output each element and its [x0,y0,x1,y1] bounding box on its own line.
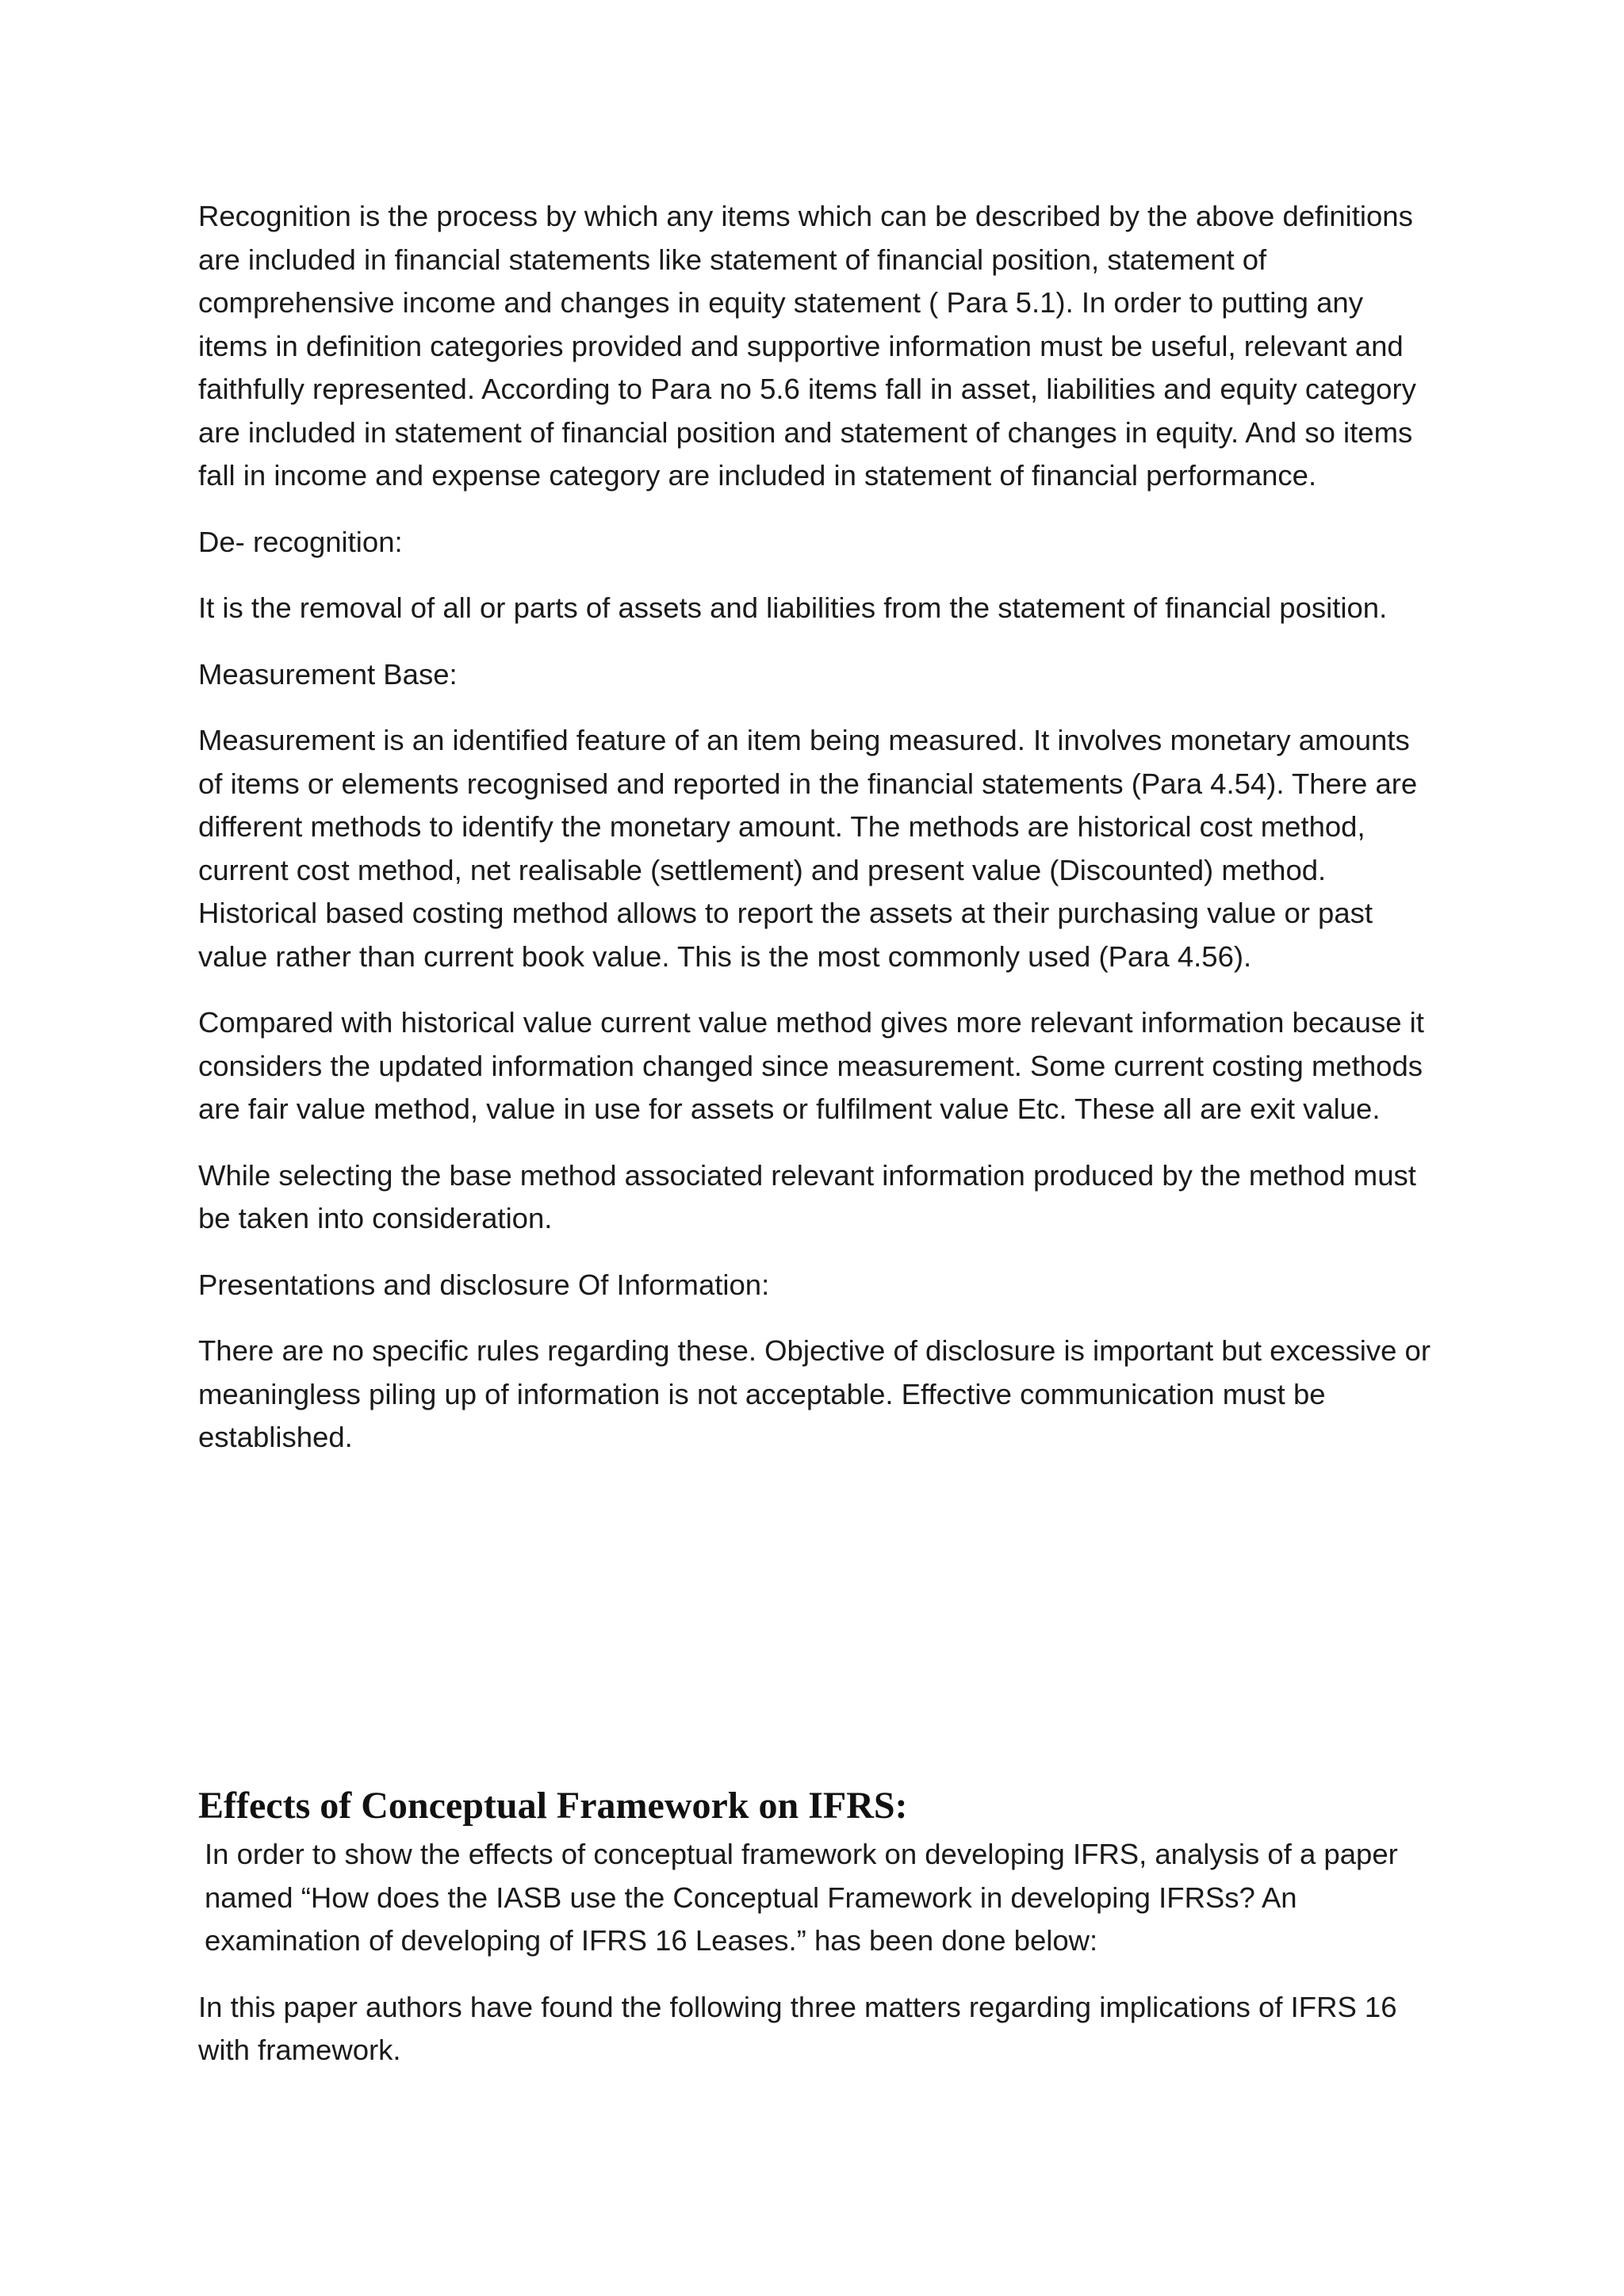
label-presentation-disclosure: Presentations and disclosure Of Information: [198,1268,770,1301]
paragraph-presentation: There are no specific rules regarding these. Objective of disclosure is important but excessive or meaningless piling up of information is not acceptable. Effective communication must be established. [198,1334,1431,1453]
paragraph-derecognition: It is the removal of all or parts of assets and liabilities from the statement of financial position. [198,591,1388,624]
label-derecognition: De- recognition: [198,525,403,558]
section-heading: Effects of Conceptual Framework on IFRS: [198,1785,908,1827]
paragraph-recognition: Recognition is the process by which any items which can be described by the above definitions are included in financial statements like statement of financial position, statement of comprehensive income and changes in equity statement ( Para 5.1). In order to putting any items in definition categories provided and supportive information must be useful, relevant and faithfully represented. According to Para no 5.6 items fall in asset, liabilities and equity category are included in statement of financial position and statement of changes in equity. And so items fall in income and expense category are included in statement of financial performance. [198,200,1416,492]
label-measurement-base: Measurement Base: [198,657,458,691]
paragraph-measurement: Measurement is an identified feature of an item being measured. It involves monetary amounts of items or elements recognised and reported in the financial statements (Para 4.54). There are different methods to identify the monetary amount. The methods are historical cost method, current cost method, net realisable (settlement) and present value (Discounted) method. Historical based costing method allows to report the assets at their purchasing value or past value rather than current book value. This is the most commonly used (Para 4.56). [198,724,1418,973]
paragraph-current-value: Compared with historical value current value method gives more relevant information because it considers the updated information changed since measurement. Some current costing methods are fair value method, value in use for assets or fulfilment value Etc. These all are exit value. [198,1006,1424,1125]
body-text-top [198,195,1435,1483]
paragraph-findings: In this paper authors have found the following three matters regarding implications of IFRS 16 with framework. [198,1990,1397,2066]
body-text-bottom [198,1833,1435,2095]
paragraph-selecting-base: While selecting the base method associated relevant information produced by the method must be taken into consideration. [198,1158,1416,1234]
paragraph-section-intro: In order to show the effects of conceptual framework on developing IFRS, analysis of a paper named “How does the IASB use the Conceptual Framework in developing IFRSs? An examination of developing of IFRS 16 Leases.” has been done below: [205,1838,1398,1957]
